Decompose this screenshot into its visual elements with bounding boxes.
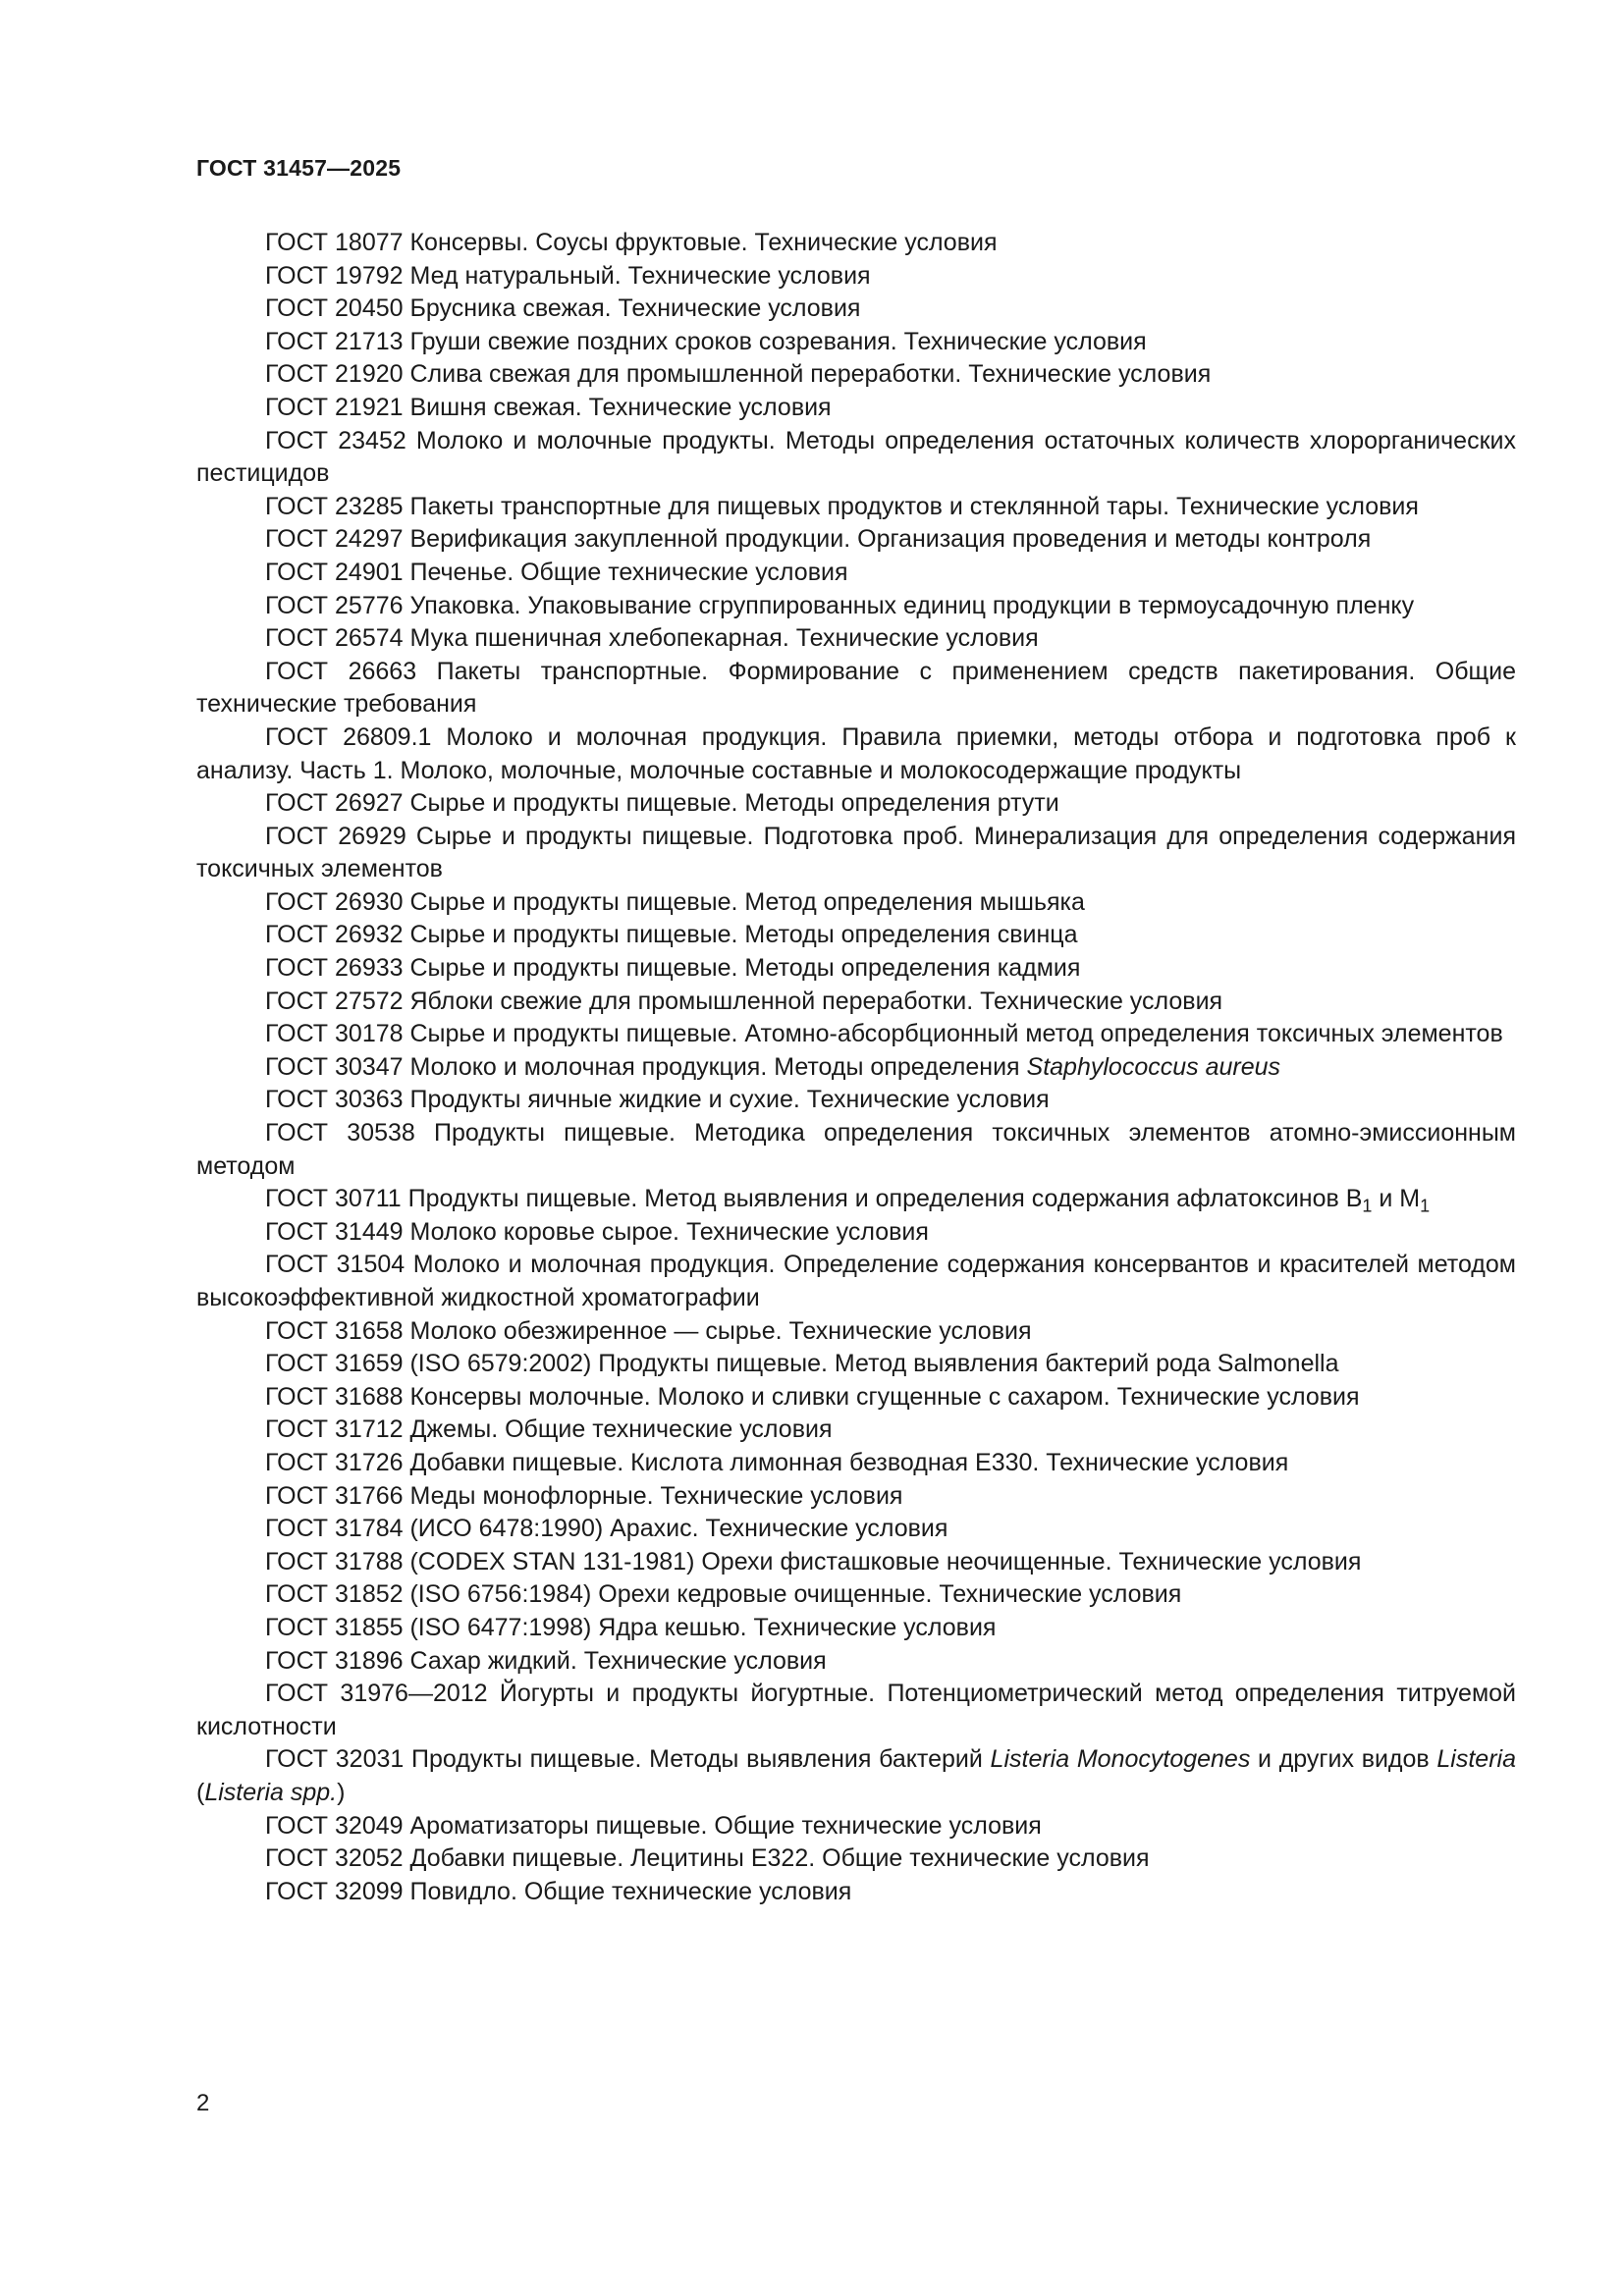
reference-item	[196, 1678, 1516, 1743]
reference-item	[196, 622, 1516, 656]
reference-text: ГОСТ 32052 Добавки пищевые. Лецитины Е322. Общие технические условия	[265, 1844, 1150, 1873]
reference-text: ГОСТ 19792 Мед натуральный. Технические условия	[265, 261, 871, 290]
reference-item	[196, 1381, 1516, 1415]
reference-item	[196, 1743, 1516, 1809]
reference-subscript: 1	[1362, 1196, 1373, 1216]
reference-text: ГОСТ 23285 Пакеты транспортные для пищевых продуктов и стеклянной тары. Технические условия	[265, 492, 1419, 520]
reference-text: ГОСТ 31976—2012 Йогурты и продукты йогуртные. Потенциометрический метод определения титруемой кислотности	[196, 1680, 1516, 1740]
reference-item	[196, 721, 1516, 787]
reference-item	[196, 1051, 1516, 1085]
reference-item	[196, 491, 1516, 524]
reference-text: ГОСТ 26663 Пакеты транспортные. Формирование с применением средств пакетирования. Общие технические требования	[196, 657, 1516, 719]
reference-item	[196, 821, 1516, 886]
reference-text: ГОСТ 27572 Яблоки свежие для промышленной переработки. Технические условия	[265, 987, 1223, 1015]
reference-item	[196, 1084, 1516, 1117]
reference-item	[196, 1578, 1516, 1612]
reference-item	[196, 293, 1516, 326]
reference-item	[196, 1480, 1516, 1514]
reference-text: ГОСТ 31726 Добавки пищевые. Кислота лимонная безводная Е330. Технические условия	[265, 1448, 1289, 1476]
reference-subscript: 1	[1420, 1196, 1431, 1216]
reference-text: ГОСТ 21920 Слива свежая для промышленной переработки. Технические условия	[265, 360, 1212, 389]
reference-italic-text: Listeria spp.	[204, 1778, 338, 1806]
reference-text: ГОСТ 32031 Продукты пищевые. Методы выявления бактерий	[265, 1745, 991, 1774]
reference-text: ГОСТ 26933 Сырье и продукты пищевые. Методы определения кадмия	[265, 954, 1081, 983]
reference-text: ГОСТ 31504 Молоко и молочная продукция. Определение содержания консервантов и красителей методом высокоэффективной жидкостной хроматографии	[196, 1251, 1516, 1311]
reference-text: ГОСТ 31896 Сахар жидкий. Технические условия	[265, 1646, 827, 1675]
reference-item	[196, 1183, 1516, 1216]
reference-text: ГОСТ 24901 Печенье. Общие технические условия	[265, 558, 848, 586]
reference-text: ГОСТ 21713 Груши свежие поздних сроков созревания. Технические условия	[265, 327, 1147, 355]
reference-item	[196, 392, 1516, 425]
reference-text: ГОСТ 31788 (CODEX STAN 131-1981) Орехи фисташковые неочищенные. Технические условия	[265, 1547, 1362, 1575]
reference-item	[196, 986, 1516, 1019]
reference-item	[196, 1612, 1516, 1645]
reference-text: ГОСТ 26929 Сырье и продукты пищевые. Подготовка проб. Минерализация для определения содержания токсичных элементов	[196, 822, 1516, 883]
reference-text: ГОСТ 26930 Сырье и продукты пищевые. Метод определения мышьяка	[265, 887, 1085, 916]
reference-item	[196, 656, 1516, 721]
reference-text: ГОСТ 31784 (ИСО 6478:1990) Арахис. Технические условия	[265, 1515, 948, 1543]
reference-text: ГОСТ 31852 (ISO 6756:1984) Орехи кедровые очищенные. Технические условия	[265, 1580, 1182, 1609]
reference-item	[196, 1315, 1516, 1349]
reference-text: )	[337, 1778, 346, 1806]
reference-text: ГОСТ 30538 Продукты пищевые. Методика определения токсичных элементов атомно-эмиссионным методом	[196, 1119, 1516, 1180]
reference-text: и M	[1372, 1185, 1421, 1213]
reference-item	[196, 952, 1516, 986]
reference-text: ГОСТ 31658 Молоко обезжиренное — сырье. Технические условия	[265, 1316, 1032, 1345]
reference-text: (	[196, 1778, 205, 1806]
reference-text: ГОСТ 30363 Продукты яичные жидкие и сухие. Технические условия	[265, 1086, 1050, 1114]
reference-item	[196, 1842, 1516, 1876]
reference-italic-text: Listeria	[1436, 1745, 1516, 1774]
reference-item	[196, 1348, 1516, 1381]
reference-item	[196, 1645, 1516, 1679]
reference-text: ГОСТ 20450 Брусника свежая. Технические условия	[265, 294, 861, 323]
reference-item	[196, 260, 1516, 294]
reference-text: ГОСТ 26809.1 Молоко и молочная продукция. Правила приемки, методы отбора и подготовка проб к анализу. Часть 1. Молоко, молочные, молочные составные и молокосодержащие продукты	[196, 722, 1516, 784]
reference-text: ГОСТ 30178 Сырье и продукты пищевые. Атомно-абсорбционный метод определения токсичных элементов	[265, 1020, 1503, 1048]
document-id-header: ГОСТ 31457—2025	[196, 155, 402, 181]
reference-item	[196, 1810, 1516, 1843]
reference-text: и других видов	[1250, 1745, 1437, 1774]
reference-text: ГОСТ 21921 Вишня свежая. Технические условия	[265, 393, 832, 421]
reference-item	[196, 227, 1516, 260]
reference-text: ГОСТ 31712 Джемы. Общие технические условия	[265, 1415, 833, 1444]
reference-text: ГОСТ 31855 (ISO 6477:1998) Ядра кешью. Технические условия	[265, 1613, 997, 1641]
reference-item	[196, 787, 1516, 821]
page-number: 2	[196, 2090, 210, 2116]
reference-item	[196, 358, 1516, 392]
reference-item	[196, 1018, 1516, 1051]
reference-item	[196, 425, 1516, 491]
normative-references-list	[196, 227, 1516, 1908]
reference-text: ГОСТ 26932 Сырье и продукты пищевые. Методы определения свинца	[265, 921, 1078, 949]
reference-item	[196, 1876, 1516, 1909]
reference-item	[196, 557, 1516, 590]
reference-item	[196, 590, 1516, 623]
reference-item	[196, 919, 1516, 952]
reference-item	[196, 1447, 1516, 1480]
reference-item	[196, 1249, 1516, 1314]
reference-text: ГОСТ 18077 Консервы. Соусы фруктовые. Технические условия	[265, 229, 998, 256]
reference-item	[196, 1546, 1516, 1579]
reference-text: ГОСТ 31659 (ISO 6579:2002) Продукты пищевые. Метод выявления бактерий рода Salmonella	[265, 1350, 1339, 1378]
reference-text: ГОСТ 31766 Меды монофлорные. Технические условия	[265, 1481, 903, 1510]
reference-text: ГОСТ 24297 Верификация закупленной продукции. Организация проведения и методы контроля	[265, 525, 1372, 554]
reference-item	[196, 523, 1516, 557]
reference-text: ГОСТ 26927 Сырье и продукты пищевые. Методы определения ртути	[265, 789, 1059, 818]
reference-italic-text: Staphylococcus aureus	[1026, 1052, 1281, 1081]
reference-text: ГОСТ 32099 Повидло. Общие технические условия	[265, 1877, 852, 1905]
reference-item	[196, 1513, 1516, 1546]
reference-text: ГОСТ 31688 Консервы молочные. Молоко и сливки сгущенные с сахаром. Технические условия	[265, 1382, 1360, 1411]
reference-text: ГОСТ 25776 Упаковка. Упаковывание сгруппированных единиц продукции в термоусадочную пленку	[265, 591, 1415, 619]
reference-item	[196, 886, 1516, 920]
reference-text: ГОСТ 26574 Мука пшеничная хлебопекарная. Технические условия	[265, 624, 1039, 653]
reference-text: ГОСТ 32049 Ароматизаторы пищевые. Общие технические условия	[265, 1811, 1042, 1840]
reference-italic-text: Listeria Monocytogenes	[990, 1745, 1251, 1774]
reference-text: ГОСТ 30347 Молоко и молочная продукция. Методы определения	[265, 1052, 1027, 1081]
reference-item	[196, 1117, 1516, 1183]
reference-item	[196, 326, 1516, 359]
reference-item	[196, 1216, 1516, 1250]
reference-text: ГОСТ 31449 Молоко коровье сырое. Технические условия	[265, 1217, 929, 1246]
reference-item	[196, 1414, 1516, 1447]
reference-text: ГОСТ 23452 Молоко и молочные продукты. Методы определения остаточных количеств хлорорганических пестицидов	[196, 426, 1516, 488]
reference-text: ГОСТ 30711 Продукты пищевые. Метод выявления и определения содержания афлатоксинов B	[265, 1185, 1363, 1213]
